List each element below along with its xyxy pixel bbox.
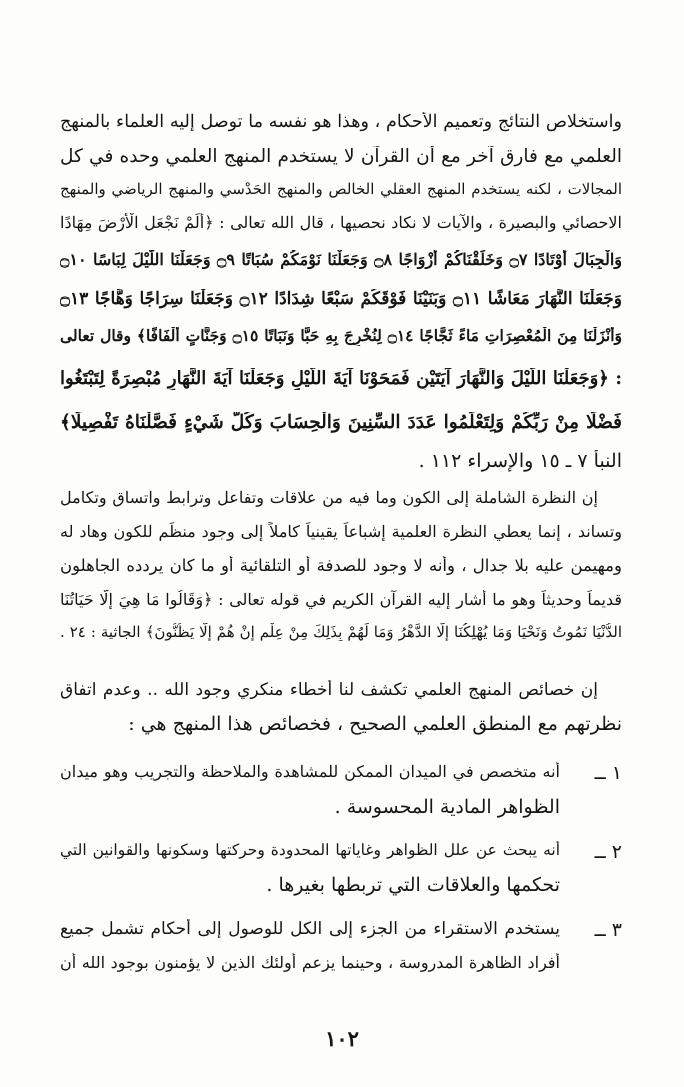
list-item-line: يستخدم الاستقراء من الجزء إلى الكل للوصول إلى أحكام تشمل جميع: [60, 919, 560, 939]
text-line: الدُّنْيَا نَمُوتُ وَنَحْيَا وَمَا يُهْلِكُنَا إِلَّا الدَّهْرُ وَمَا لَهُمْ بِذَلِكَ مِنْ عِلْمٍ إِنْ هُمْ إِلَّا يَظُنُّونَ﴾ الجاثية : ٢٤ .: [60, 623, 622, 641]
list-marker: ٣ ــ: [594, 919, 622, 941]
list-item-line: أفراد الظاهرة المدروسة ، وحينما يزعم أولئك الذين لا يؤمنون بوجود الله أن: [60, 953, 560, 972]
quran-verse-line: فَضْلًا مِنْ رَبِّكُمْ وَلِتَعْلَمُوا عَدَدَ السِّنِينَ وَالْحِسَابَ وَكُلَّ شَيْءٍ فَصَّلْنَاهُ تَفْصِيلًا﴾: [60, 412, 622, 433]
quran-verse-line: وَجَعَلْنَا النَّهَارَ مَعَاشًا ۝١١ وَبَنَيْنَا فَوْقَكُمْ سَبْعًا شِدَادًا ۝١٢ وَجَعَلْنَا سِرَاجًا وَهَّاجًا ۝١٣: [60, 289, 622, 309]
list-item-line: أنه يبحث عن علل الظواهر وغاياتها المحدودة وحركتها وسكونها والقوانين التي: [60, 841, 560, 859]
page-number: ١٠٢: [325, 1026, 359, 1051]
list-item-line: أنه متخصص في الميدان الممكن للمشاهدة والملاحظة والتجريب وهو ميدان: [60, 762, 560, 781]
text-line: وتساند ، إنما يعطي النظرة العلمية إشباعاً يقينياً كاملاً إلى وجود منظِّم للكون وهاد له: [60, 522, 622, 541]
text-line: قديماً وحديثاً وهو ما أشار إليه القرآن الكريم في قوله تعالى : ﴿وَقَالُوا مَا هِيَ إِلَّا حَيَاتُنَا: [60, 590, 622, 609]
quran-verse-line: وَالْجِبَالَ أَوْتَادًا ۝٧ وَخَلَقْنَاكُمْ أَزْوَاجًا ۝٨ وَجَعَلْنَا نَوْمَكُمْ سُبَاتًا ۝٩ وَجَعَلْنَا اللَّيْلَ لِبَاسًا ۝١٠: [60, 250, 622, 269]
text-line: إن النظرة الشاملة إلى الكون وما فيه من علاقات وتفاعل وترابط واتساق وتكامل: [60, 488, 598, 507]
quran-verse-line: : ﴿وَجَعَلْنَا اللَّيْلَ وَالنَّهَارَ آيَتَيْنِ فَمَحَوْنَا آيَةَ اللَّيْلِ وَجَعَلْنَا آيَةَ النَّهَارِ مُبْصِرَةً لِتَبْتَغُوا: [60, 368, 622, 389]
quran-verse-line: وَأَنْزَلْنَا مِنَ الْمُعْصِرَاتِ مَاءً ثَجَّاجًا ۝١٤ لِنُخْرِجَ بِهِ حَبًّا وَنَبَاتًا ۝١٥ وَجَنَّاتٍ أَلْفَافًا﴾ وقال تعالى: [60, 327, 622, 345]
text-line: نظرتهم مع المنطق العلمي الصحيح ، فخصائص هذا المنهج هي :: [128, 713, 622, 735]
text-line: العلمي مع فارق آخر مع أن القرآن لا يستخدم المنهج العلمي وحده في كل: [60, 146, 622, 167]
text-line: ومهيمن عليه بلا جدال ، وأنه لا وجود للصدفة أو التلقائية أو ما كان يردده الجاهلون: [60, 556, 622, 575]
list-item-line: تحكمها والعلاقات التي تربطها بغيرها .: [266, 874, 560, 896]
list-item-line: الظواهر المادية المحسوسة .: [334, 796, 560, 818]
list-marker: ١ ــ: [594, 762, 622, 784]
text-line: المجالات ، لكنه يستخدم المنهج العقلي الخالص والمنهج الحَدْسي والمنهج الرياضي والمنهج: [60, 180, 622, 198]
list-marker: ٢ ــ: [594, 841, 622, 863]
text-line: واستخلاص النتائج وتعميم الأحكام ، وهذا هو نفسه ما توصل إليه العلماء بالمنهج: [60, 112, 622, 132]
verse-reference: النبأ ٧ ـ ١٥ والإسراء ١١٢ .: [418, 450, 622, 472]
text-line: الاحصائي والبصيرة ، والآيات لا نكاد نحصيها ، قال الله تعالى : ﴿أَلَمْ نَجْعَلِ الْأَرْضَ مِهَادًا: [60, 213, 622, 232]
text-line: إن خصائص المنهج العلمي تكشف لنا أخطاء منكري وجود الله .. وعدم اتفاق: [60, 680, 598, 700]
